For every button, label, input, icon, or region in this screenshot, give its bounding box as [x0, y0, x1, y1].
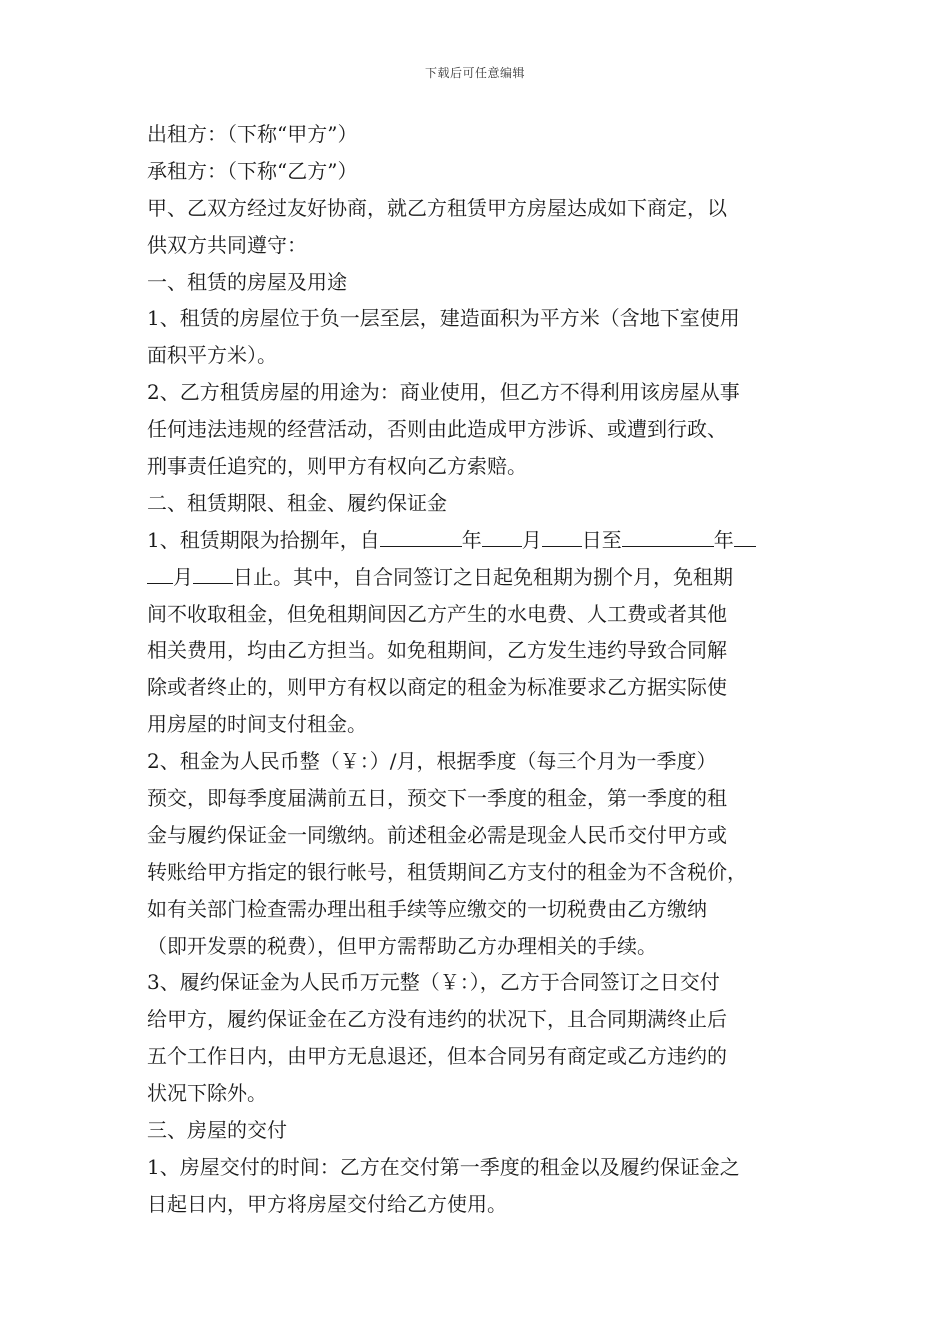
- clause-line: 预交，即每季度届满前五日，预交下一季度的租金，第一季度的租: [147, 786, 727, 811]
- section-heading-1: 一、租赁的房屋及用途: [147, 269, 347, 294]
- clause-line: 五个工作日内，由甲方无息退还，但本合同另有商定或乙方违约的: [147, 1044, 727, 1069]
- clause-line: 面积平方米）。: [147, 343, 277, 368]
- preamble-line: 供双方共同遵守：: [147, 232, 307, 257]
- preamble-line: 甲、乙双方经过友好协商，就乙方租赁甲方房屋达成如下商定，以: [147, 195, 727, 220]
- day-to-label: 日至: [581, 527, 622, 552]
- clause-line: 2、乙方租赁房屋的用途为：商业使用，但乙方不得利用该房屋从事: [147, 380, 740, 405]
- clause-line: 3、履约保证金为人民币万元整（￥：），乙方于合同签订之日交付: [147, 970, 720, 995]
- start-year-blank[interactable]: [380, 524, 462, 547]
- document-body: [147, 116, 822, 1223]
- clause-line: 2、租金为人民币整（￥：）/月，根据季度（每三个月为一季度）: [147, 749, 717, 774]
- lease-term-line: [147, 559, 822, 596]
- lease-term-line: [147, 522, 822, 559]
- end-year-blank[interactable]: [622, 524, 714, 547]
- clause-line: （即开发票的税费），但甲方需帮助乙方办理相关的手续。: [147, 933, 657, 958]
- clause-line: 用房屋的时间支付租金。: [147, 712, 367, 737]
- page-header: 下载后可任意编辑: [424, 66, 525, 80]
- lessor-line: 出租方：（下称“甲方”）: [147, 122, 358, 146]
- clause-line: 如有关部门检查需办理出租手续等应缴交的一切税费由乙方缴纳: [147, 896, 707, 921]
- clause-line: 1、房屋交付的时间：乙方在交付第一季度的租金以及履约保证金之: [147, 1154, 740, 1179]
- start-month-blank[interactable]: [482, 524, 522, 547]
- lease-term-text: 1、租赁期限为拾捌年，自: [147, 527, 380, 552]
- clause-line: 1、租赁的房屋位于负一层至层，建造面积为平方米（含地下室使用: [147, 306, 740, 331]
- year-label: 年: [461, 527, 482, 552]
- section-heading-2: 二、租赁期限、租金、履约保证金: [147, 490, 447, 515]
- lease-term-text: 日止。其中，自合同签订之日起免租期为捌个月，免租期: [233, 564, 733, 589]
- start-day-blank[interactable]: [542, 524, 582, 547]
- end-day-blank[interactable]: [193, 561, 233, 584]
- clause-line: 转账给甲方指定的银行帐号，租赁期间乙方支付的租金为不含税价，: [147, 859, 747, 884]
- end-month-blank-part2[interactable]: [147, 561, 173, 584]
- month-label: 月: [173, 564, 193, 589]
- clause-line: 日起日内，甲方将房屋交付给乙方使用。: [147, 1191, 507, 1216]
- clause-line: 给甲方，履约保证金在乙方没有违约的状况下，且合同期满终止后: [147, 1007, 727, 1032]
- clause-line: 金与履约保证金一同缴纳。前述租金必需是现金人民币交付甲方或: [147, 822, 727, 847]
- clause-line: 任何违法违规的经营活动，否则由此造成甲方涉诉、或遭到行政、: [147, 417, 727, 442]
- clause-line: 间不收取租金，但免租期间因乙方产生的水电费、人工费或者其他: [147, 601, 727, 626]
- month-label: 月: [521, 527, 542, 552]
- lessee-line: 承租方：（下称“乙方”）: [147, 158, 358, 183]
- year-label: 年: [713, 527, 734, 552]
- clause-line: 状况下除外。: [147, 1081, 267, 1106]
- end-month-blank-part1[interactable]: [734, 524, 756, 547]
- section-heading-3: 三、房屋的交付: [147, 1118, 287, 1143]
- clause-line: 除或者终止的，则甲方有权以商定的租金为标准要求乙方据实际使: [147, 675, 727, 700]
- clause-line: 刑事责任追究的，则甲方有权向乙方索赔。: [147, 454, 527, 479]
- clause-line: 相关费用，均由乙方担当。如免租期间，乙方发生违约导致合同解: [147, 638, 727, 663]
